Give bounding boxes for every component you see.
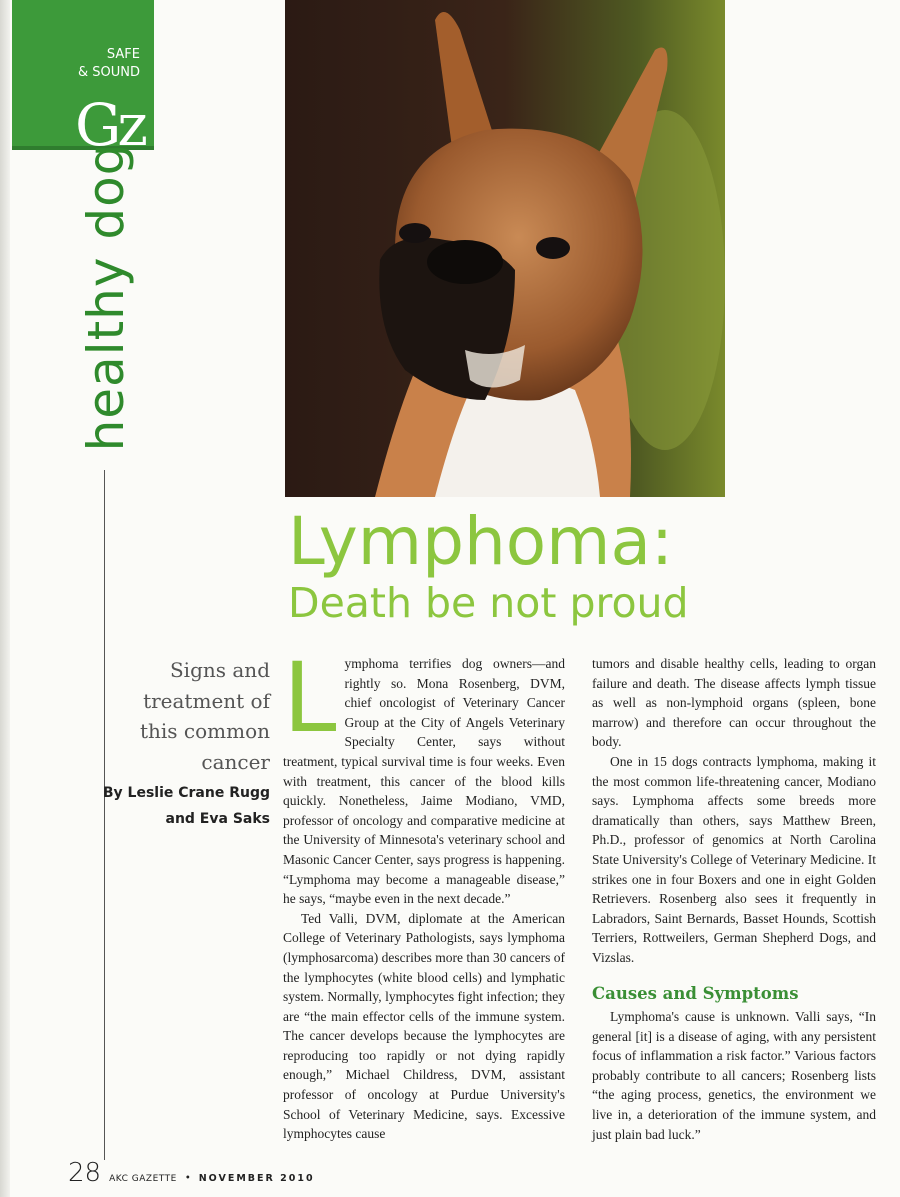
drop-cap: L	[283, 642, 337, 754]
paragraph: tumors and disable healthy cells, leading to organ failure and death. The disease affects lymph tissue as well as non-lymphoid organs (spleen, bone marrow) and therefore can occur throughout the body.	[592, 656, 876, 750]
publication-name: AKC GAZETTE	[109, 1174, 177, 1184]
article-title: Lymphoma:	[288, 503, 674, 580]
paragraph-intro: ymphoma terrifies dog owners—and rightly so. Mona Rosenberg, DVM, chief oncologist of Veterinary Cancer Group at the City of Angels Veterinary Specialty Center, says without treatment, typical survival time is four weeks. Even with treatment, this cancer of the blood kills quickly. Nonetheless, Jaime Modiano, VMD, professor of oncology and comparative medicine at the University of Minnesota's veterinary school and Masonic Cancer Center, says progress is happening. “Lymphoma may become a manageable disease,” he says, “maybe even in the next decade.”	[283, 656, 565, 907]
byline-line-1: By Leslie Crane Rugg	[102, 785, 270, 801]
gazette-logo-mark: Gz	[75, 91, 144, 159]
byline-line-2: and Eva Saks	[165, 811, 270, 827]
photo-credit-vertical	[872, 1010, 882, 1150]
footer-separator: •	[184, 1173, 191, 1184]
paragraph: One in 15 dogs contracts lymphoma, making it the most common life-threatening cancer, Modiano says. Lymphoma affects some breeds more dramatically than others, says Matthew Breen, Ph.D., professor of genomics at North Carolina State University's College of Veterinary Medicine. It strikes one in four Boxers and one in eight Golden Retrievers. Rosenberg also sees it frequently in Labradors, Saint Bernards, Basset Hounds, Scottish Terriers, Rottweilers, German Shepherd Dogs, and Vizslas.	[592, 753, 876, 965]
section-label-safe-and-sound	[12, 46, 140, 82]
section-subhead: Causes and Symptoms	[592, 983, 799, 1003]
page-footer	[68, 1158, 315, 1188]
body-column-1	[283, 642, 565, 1144]
article-byline	[100, 780, 270, 832]
section-label-line-2: & SOUND	[77, 65, 140, 80]
section-label-line-1: SAFE	[106, 47, 140, 62]
boxer-dog-illustration	[285, 0, 725, 497]
boxer-dog-photo	[285, 0, 725, 497]
issue-date: NOVEMBER 2010	[198, 1173, 315, 1184]
article-deck: Signs and treatment of this common cancer	[139, 658, 270, 774]
paragraph: Ted Valli, DVM, diplomate at the American College of Veterinary Pathologists, says lymphoma (lymphosarcoma) describes more than 30 cancers of the lymphocytes (white blood cells) and lymphatic system. Normally, lymphocytes fight infection; they are “the main effector cells of the immune system. The cancer develops because the lymphocytes are reproducing too rapidly or not dying rapidly enough,” Michael Childress, DVM, assistant professor of oncology at Purdue University's School of Veterinary Medicine, says. Excessive lymphocytes cause	[283, 910, 565, 1142]
section-title-text: healthy dog	[77, 142, 135, 452]
article-subtitle: Death be not proud	[288, 579, 689, 627]
page-number: 28	[68, 1158, 102, 1188]
section-title-vertical	[70, 142, 140, 452]
body-column-2	[592, 654, 876, 1144]
page-spine-shadow	[0, 0, 10, 1197]
paragraph: Lymphoma's cause is unknown. Valli says, “In general [it] is a disease of aging, with any persistent focus of inflammation a risk factor.” Various factors probably contribute to all cancers; Rosenberg lists “the aging process, genetics, the environment we live in, a deterioration of the immune system, and just plain bad luck.”	[592, 1009, 876, 1142]
